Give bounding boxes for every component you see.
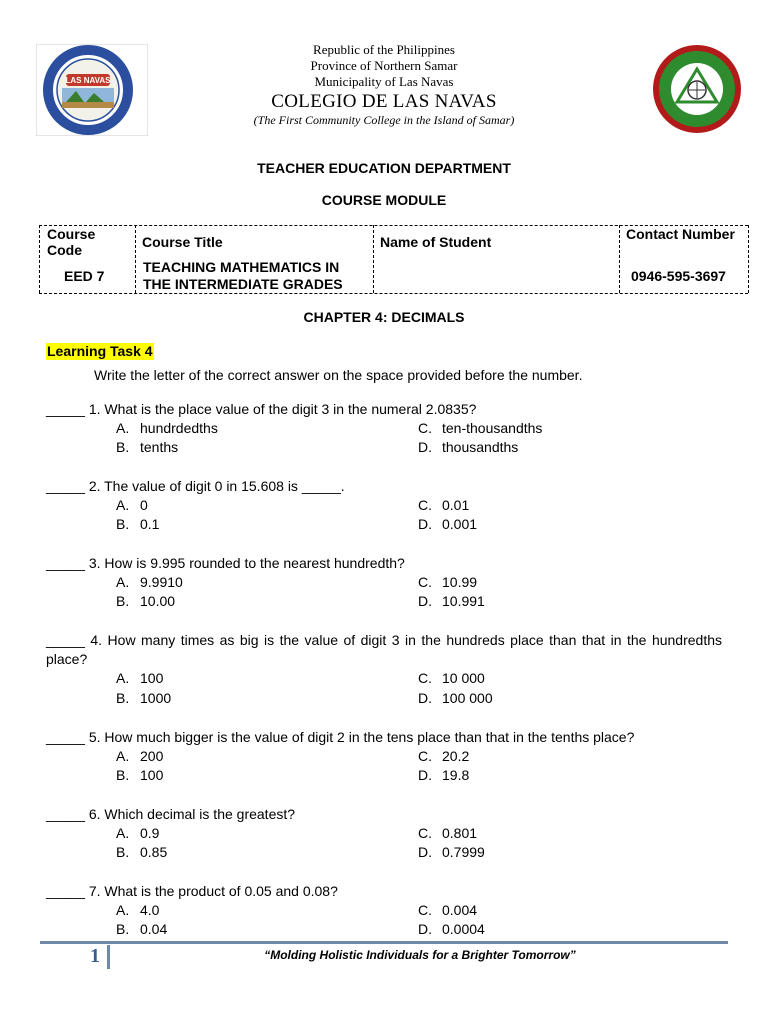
question-stem: _____ 3. How is 9.995 rounded to the nearest hundredth? [46,555,405,571]
option-c: C. 10 000 [418,670,485,686]
question-5 [46,728,722,747]
option-a: A. 4.0 [116,902,160,918]
contact-number-value: 0946-595-3697 [631,268,726,284]
option-d: D. 10.991 [418,593,485,609]
question-stem: _____ 4. How many times as big is the value of digit 3 in the hundreds place than that in the hundredths place? [46,632,722,667]
option-c: C. 0.004 [418,902,478,918]
option-b: B. 100 [116,767,164,783]
footer-rule [40,941,728,944]
option-c: C. 0.01 [418,497,470,513]
question-4 [46,631,722,669]
option-a: A. 9.9910 [116,574,183,590]
question-stem: _____ 2. The value of digit 0 in 15.608 is _____. [46,478,345,494]
option-a: A. 0 [116,497,148,513]
header-student-name: Name of Student [380,234,492,250]
page-number: 1 [90,945,100,967]
option-d: D. thousandths [418,439,519,455]
option-c: C. 20.2 [418,748,470,764]
footer-motto: “Molding Holistic Individuals for a Brighter Tomorrow” [264,948,576,962]
option-b: B. 0.85 [116,844,168,860]
option-b: B. 0.04 [116,921,168,937]
option-b: B. 0.1 [116,516,160,532]
question-stem: _____ 1. What is the place value of the digit 3 in the numeral 2.0835? [46,401,477,417]
question-2 [46,477,722,496]
republic-line: Republic of the Philippines [313,42,455,57]
question-7 [46,882,722,901]
option-b: B. tenths [116,439,179,455]
course-code-value: EED 7 [64,268,105,284]
question-stem: _____ 7. What is the product of 0.05 and 0.08? [46,883,338,899]
college-tagline: (The First Community College in the Island of Samar) [253,113,515,127]
question-stem: _____ 6. Which decimal is the greatest? [46,806,296,822]
option-a: A. 200 [116,748,164,764]
municipality-line: Municipality of Las Navas [314,74,454,89]
option-c: C. ten-thousandths [418,420,543,436]
option-b: B. 1000 [116,690,172,706]
option-b: B. 10.00 [116,593,176,609]
instruction-text: Write the letter of the correct answer on the space provided before the number. [94,367,583,383]
option-a: A. 0.9 [116,825,160,841]
option-c: C. 10.99 [418,574,478,590]
option-d: D. 19.8 [418,767,470,783]
course-info-table [39,225,749,295]
question-stem: _____ 5. How much bigger is the value of digit 2 in the tens place than that in the tenths place? [46,729,635,745]
learning-task-label: Learning Task 4 [47,343,153,359]
option-d: D. 0.7999 [418,844,485,860]
province-line: Province of Northern Samar [310,58,458,73]
question-6 [46,805,722,824]
module-title: COURSE MODULE [321,192,447,208]
question-3 [46,554,722,573]
option-d: D. 0.0004 [418,921,485,937]
department-title: TEACHER EDUCATION DEPARTMENT [257,160,511,176]
option-d: D. 0.001 [418,516,478,532]
option-a: A. 100 [116,670,164,686]
option-c: C. 0.801 [418,825,478,841]
svg-text:LAS NAVAS: LAS NAVAS [65,76,111,85]
header-course-title: Course Title [142,234,223,250]
header-contact-number: Contact Number [626,226,735,242]
question-1 [46,400,722,419]
course-title-line2: THE INTERMEDIATE GRADES [143,276,343,292]
option-a: A. hundrdedths [116,420,218,436]
chapter-title: CHAPTER 4: DECIMALS [303,309,465,325]
course-title-line1: TEACHING MATHEMATICS IN [143,259,340,275]
header-course-code: Course Code [47,226,96,258]
option-d: D. 100 000 [418,690,493,706]
college-name: COLEGIO DE LAS NAVAS [271,91,497,112]
